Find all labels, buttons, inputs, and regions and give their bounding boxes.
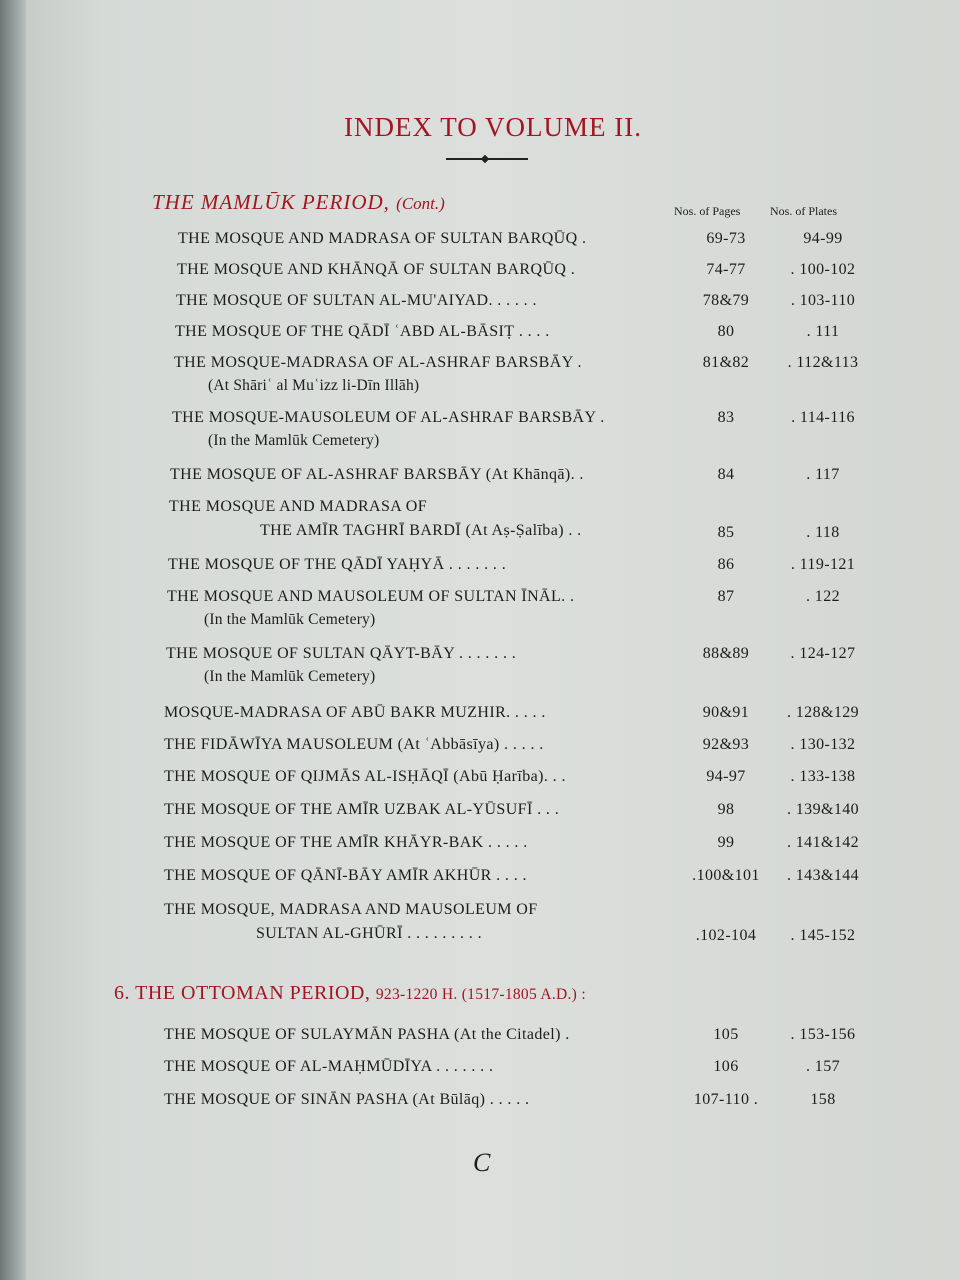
entry-pages: 86: [717, 556, 735, 573]
entry-pages: 107-110 .: [693, 1091, 759, 1108]
entry-plates: . 130-132: [790, 736, 856, 753]
ottoman-heading-text: THE OTTOMAN PERIOD,: [135, 982, 371, 1004]
entry-location: (At Shāriʿ al Muʿizz li-Dīn Illāh): [208, 377, 420, 394]
entry-plates: . 153-156: [790, 1026, 856, 1043]
entry-title: THE MOSQUE-MADRASA OF AL-ASHRAF BARSBĀY .: [174, 354, 582, 371]
entry-pages: 92&93: [702, 736, 750, 753]
entry-title: THE MOSQUE OF THE QĀDĪ ʿABD AL-BĀSIṬ . . . .: [175, 323, 550, 340]
entry-plates: . 117: [806, 466, 840, 483]
entry-pages: 69-73: [706, 230, 746, 247]
entry-plates: . 118: [806, 524, 840, 541]
entry-plates: 158: [810, 1091, 836, 1108]
entry-title: THE MOSQUE, MADRASA AND MAUSOLEUM OF: [164, 901, 538, 918]
entry-title: THE MOSQUE OF THE AMĪR UZBAK AL-YŪSUFĪ . . .: [164, 801, 560, 818]
mamluk-heading-cont: (Cont.): [396, 194, 445, 213]
entry-title: THE MOSQUE AND MADRASA OF: [169, 498, 428, 515]
entry-title-continued: THE AMĪR TAGHRĪ BARDĪ (At Aṣ-Ṣalība) . .: [260, 522, 582, 539]
entry-plates: . 100-102: [790, 261, 856, 278]
entry-pages: 88&89: [702, 645, 750, 662]
entry-pages: 90&91: [702, 704, 750, 721]
entry-plates: . 145-152: [790, 927, 856, 944]
title-rule-ornament: [481, 155, 489, 163]
entry-plates: . 119-121: [790, 556, 856, 573]
entry-title: THE MOSQUE OF THE AMĪR KHĀYR-BAK . . . . .: [164, 834, 528, 851]
entry-pages: 85: [717, 524, 735, 541]
entry-pages: 83: [717, 409, 735, 426]
entry-pages: 87: [717, 588, 735, 605]
book-page: [26, 0, 960, 1280]
entry-location: (In the Mamlūk Cemetery): [208, 432, 380, 449]
entry-pages: 105: [713, 1026, 739, 1043]
entry-title: THE MOSQUE OF SULAYMĀN PASHA (At the Citadel) .: [164, 1026, 570, 1043]
entry-pages: 94-97: [706, 768, 746, 785]
entry-plates: . 157: [806, 1058, 840, 1075]
entry-pages: 74-77: [706, 261, 746, 278]
signature-mark: C: [473, 1148, 491, 1177]
entry-plates: . 139&140: [786, 801, 860, 818]
entry-plates: . 122: [806, 588, 840, 605]
mamluk-section-heading: [152, 190, 445, 215]
entry-plates: . 111: [806, 323, 840, 340]
entry-title: THE MOSQUE OF AL-MAḤMŪDĪYA . . . . . . .: [164, 1058, 494, 1075]
entry-title: THE MOSQUE OF SINĀN PASHA (At Būlāq) . . . . .: [164, 1091, 530, 1108]
entry-plates: . 114-116: [791, 409, 855, 426]
entry-title: THE MOSQUE AND MAUSOLEUM OF SULTAN ĪNĀL. .: [167, 588, 575, 605]
entry-plates: . 103-110: [790, 292, 856, 309]
ottoman-heading-dates: 923-1220 H. (1517-1805 A.D.) :: [375, 986, 586, 1003]
entry-title: MOSQUE-MADRASA OF ABŪ BAKR MUZHIR. . . . .: [164, 704, 546, 721]
entry-title: THE MOSQUE OF THE QĀDĪ YAḤYĀ . . . . . . .: [168, 556, 507, 573]
entry-pages: 84: [717, 466, 735, 483]
entry-title: THE MOSQUE-MAUSOLEUM OF AL-ASHRAF BARSBĀY .: [172, 409, 605, 426]
entry-title: THE MOSQUE OF AL-ASHRAF BARSBĀY (At Khānqā). .: [170, 466, 584, 483]
mamluk-heading-text: THE MAMLŪK PERIOD,: [152, 190, 390, 214]
entry-plates: . 143&144: [786, 867, 860, 884]
entry-title: THE MOSQUE OF SULTAN QĀYT-BĀY . . . . . . .: [166, 645, 517, 662]
column-header-pages: Nos. of Pages: [674, 204, 741, 218]
entry-pages: .102-104: [695, 927, 757, 944]
entry-pages: 81&82: [702, 354, 750, 371]
entry-title: THE MOSQUE AND KHĀNQĀ OF SULTAN BARQŪQ .: [177, 261, 576, 278]
entry-location: (In the Mamlūk Cemetery): [204, 611, 376, 628]
entry-title: THE MOSQUE OF QĀNĪ-BĀY AMĪR AKHŪR . . . .: [164, 867, 527, 884]
entry-pages: .100&101: [692, 867, 760, 884]
entry-plates: 94-99: [803, 230, 843, 247]
entry-plates: . 133-138: [790, 768, 856, 785]
entry-title: THE MOSQUE OF SULTAN AL-MU'AIYAD. . . . . .: [176, 292, 537, 309]
entry-title-continued: SULTAN AL-GHŪRĪ . . . . . . . . .: [256, 925, 482, 942]
ottoman-section-heading: [114, 982, 586, 1005]
entry-plates: . 128&129: [786, 704, 860, 721]
entry-plates: . 141&142: [786, 834, 860, 851]
entry-pages: 80: [717, 323, 735, 340]
entry-plates: . 124-127: [790, 645, 856, 662]
entry-pages: 78&79: [702, 292, 750, 309]
column-header-plates: Nos. of Plates: [770, 204, 837, 218]
section-number: 6.: [114, 982, 130, 1004]
entry-pages: 98: [717, 801, 735, 818]
entry-title: THE MOSQUE AND MADRASA OF SULTAN BARQŪQ .: [178, 230, 587, 247]
entry-title: THE MOSQUE OF QIJMĀS AL-ISḤĀQĪ (Abū Ḥarība). . .: [164, 768, 566, 785]
entry-title: THE FIDĀWĪYA MAUSOLEUM (At ʿAbbāsīya) . . . . .: [164, 736, 544, 753]
entry-plates: . 112&113: [787, 354, 859, 371]
page-title: INDEX TO VOLUME II.: [344, 112, 642, 142]
entry-pages: 99: [717, 834, 735, 851]
entry-location: (In the Mamlūk Cemetery): [204, 668, 376, 685]
entry-pages: 106: [713, 1058, 739, 1075]
